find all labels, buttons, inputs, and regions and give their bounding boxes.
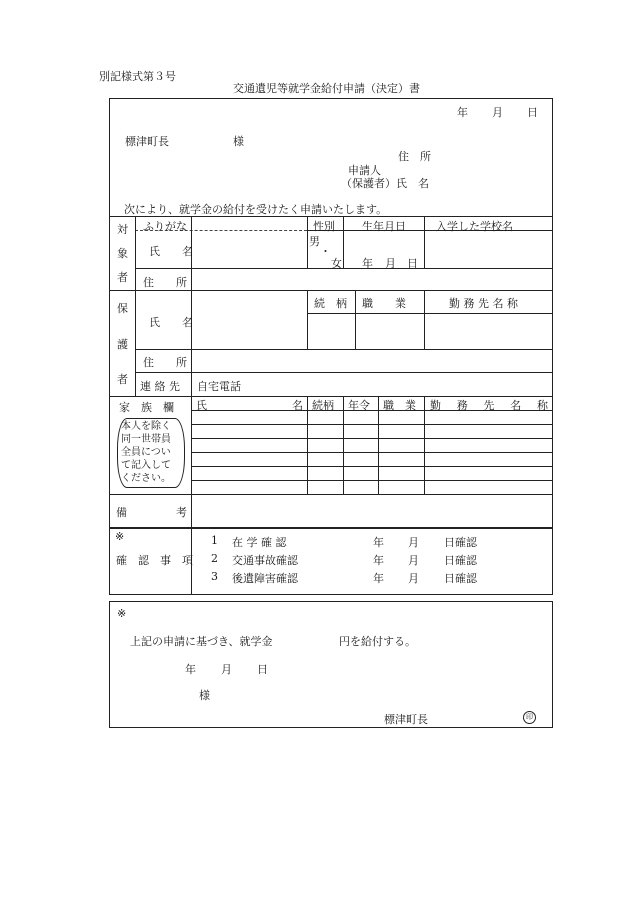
guardian-name-label: 氏 名: [149, 316, 193, 329]
confirmation-item-year: 年: [373, 572, 384, 585]
date-day: 日: [527, 106, 538, 119]
family-row-line: [191, 424, 553, 425]
guardian-occupation-label: 職 業: [362, 297, 406, 310]
gender-label: 性別: [313, 220, 335, 233]
guardian-section-char: 護: [117, 338, 128, 351]
decision-box: [109, 601, 553, 728]
confirmation-mark: ※: [115, 530, 125, 543]
subject-section-char: 者: [117, 271, 128, 284]
confirmation-item-month: 月: [408, 536, 419, 549]
family-row-line: [191, 480, 553, 481]
decision-issuer: 標津町長: [384, 713, 428, 726]
family-section-label: 家 族 欄: [119, 401, 174, 414]
confirmation-item-text: 在 学 確 認: [232, 536, 287, 549]
guardian-section-char: 者: [117, 373, 128, 386]
family-col-workplace-char: 名: [510, 399, 522, 412]
date-month: 月: [492, 106, 503, 119]
addressee-name: 標津町長: [125, 135, 169, 148]
confirmation-item-text: 後遺障害確認: [232, 572, 298, 585]
confirmation-item-text: 交通事故確認: [232, 554, 298, 567]
family-note-line: 全員につい: [121, 447, 171, 458]
family-age-divider: [343, 396, 344, 494]
gender-column-divider: [307, 216, 308, 268]
confirmation-item-num: 1: [211, 534, 218, 547]
family-col-name-left: 氏: [196, 399, 207, 412]
family-col-name-right: 名: [292, 399, 303, 412]
decision-month: 月: [221, 663, 232, 676]
confirmation-item-suffix: 日確認: [444, 536, 477, 549]
guardian-relation-label: 続 柄: [314, 297, 347, 310]
guardian-section-char: 保: [117, 302, 128, 315]
section-label-divider: [135, 216, 136, 396]
family-col-workplace-char: 勤: [430, 399, 441, 412]
date-year: 年: [457, 106, 468, 119]
confirmation-item-month: 月: [408, 572, 419, 585]
decision-honorific: 様: [199, 689, 210, 702]
guardian-contact-value: 自宅電話: [197, 380, 241, 393]
confirmation-item-suffix: 日確認: [444, 554, 477, 567]
applicant-name-label: （保護者）氏 名: [341, 177, 429, 190]
intro-text: 次により、就学金の給付を受けたく申請いたします。: [124, 203, 388, 216]
family-row-line: [191, 452, 553, 453]
guardian-workplace-divider: [424, 290, 425, 349]
family-occupation-divider: [378, 396, 379, 494]
subject-name-label: 氏 名: [149, 245, 193, 258]
family-col-occupation: 職 業: [383, 399, 416, 412]
gender-female: 女: [331, 257, 342, 270]
subject-bottom-line: [109, 290, 553, 291]
form-title: 交通遺児等就学金給付申請（決定）書: [233, 82, 420, 95]
decision-day: 日: [257, 663, 268, 676]
confirmation-item-suffix: 日確認: [444, 572, 477, 585]
decision-text-before: 上記の申請に基づき、就学金: [130, 635, 273, 648]
birth-month: 月: [385, 257, 396, 270]
guardian-occupation-divider: [355, 290, 356, 349]
birth-label: 生年月日: [362, 220, 406, 233]
remarks-label-left: 備: [116, 506, 127, 519]
remarks-label-right: 考: [176, 506, 187, 519]
family-col-relation: 続柄: [312, 399, 334, 412]
family-col-workplace: [430, 397, 548, 413]
confirmation-left-border: [109, 528, 110, 594]
decision-text-after: 円を給付する。: [339, 635, 416, 648]
school-column-divider: [424, 216, 425, 268]
confirmation-bottom-line: [109, 594, 553, 595]
confirmation-right-border: [552, 528, 553, 594]
applicant-label: 申請人: [348, 164, 381, 177]
family-row-line: [191, 466, 553, 467]
decision-year: 年: [185, 663, 196, 676]
guardian-header-line: [307, 313, 553, 314]
seal-mark: 印: [523, 711, 536, 724]
confirmation-item-num: 2: [211, 552, 218, 565]
form-number: 別記様式第３号: [99, 70, 176, 83]
guardian-contact-label: 連 絡 先: [140, 380, 180, 393]
gender-dot: ・: [320, 245, 331, 258]
birth-column-divider: [343, 216, 344, 268]
guardian-name-bottom-line: [135, 349, 553, 350]
guardian-address-bottom-line: [135, 372, 553, 373]
confirmation-item-num: 3: [211, 570, 218, 583]
confirmation-item-month: 月: [408, 554, 419, 567]
family-col-workplace-char: 先: [483, 399, 495, 412]
family-note-line: 同一世帯員: [121, 434, 171, 445]
family-note-line: 本人を除く: [121, 421, 171, 432]
subject-section-char: 対: [117, 223, 128, 236]
school-label: 入学した学校名: [436, 220, 513, 233]
birth-day: 日: [407, 257, 418, 270]
confirmation-item-year: 年: [373, 554, 384, 567]
confirmation-label: 確 認 事 項: [116, 554, 193, 567]
remarks-bottom-line: [109, 528, 553, 529]
birth-year: 年: [362, 257, 373, 270]
table-top-line: [109, 216, 553, 217]
family-row-line: [191, 438, 553, 439]
decision-mark: ※: [117, 607, 127, 620]
subject-name-bottom-line: [135, 268, 553, 269]
confirmation-item-year: 年: [373, 536, 384, 549]
family-note: [121, 420, 171, 485]
family-relation-divider: [307, 396, 308, 494]
guardian-relation-divider: [307, 290, 308, 349]
family-note-line: て記入して: [121, 460, 171, 471]
subject-section-char: 象: [117, 247, 128, 260]
guardian-address-label: 住 所: [143, 356, 187, 369]
subject-address-label: 住 所: [143, 276, 187, 289]
guardian-workplace-label: 勤 務 先 名 称: [449, 297, 518, 310]
family-col-workplace-char: 務: [456, 399, 468, 412]
family-col-workplace-char: 称: [537, 399, 548, 412]
family-bottom-line: [109, 494, 553, 495]
addressee-honorific: 様: [233, 135, 244, 148]
family-note-line: ください。: [121, 473, 171, 484]
family-workplace-divider: [424, 396, 425, 494]
family-col-age: 年令: [348, 399, 370, 412]
label-column-divider: [191, 216, 192, 594]
gender-male: 男: [309, 235, 320, 248]
furigana-label: ふりがな: [143, 220, 187, 233]
applicant-address-label: 住 所: [398, 150, 431, 163]
